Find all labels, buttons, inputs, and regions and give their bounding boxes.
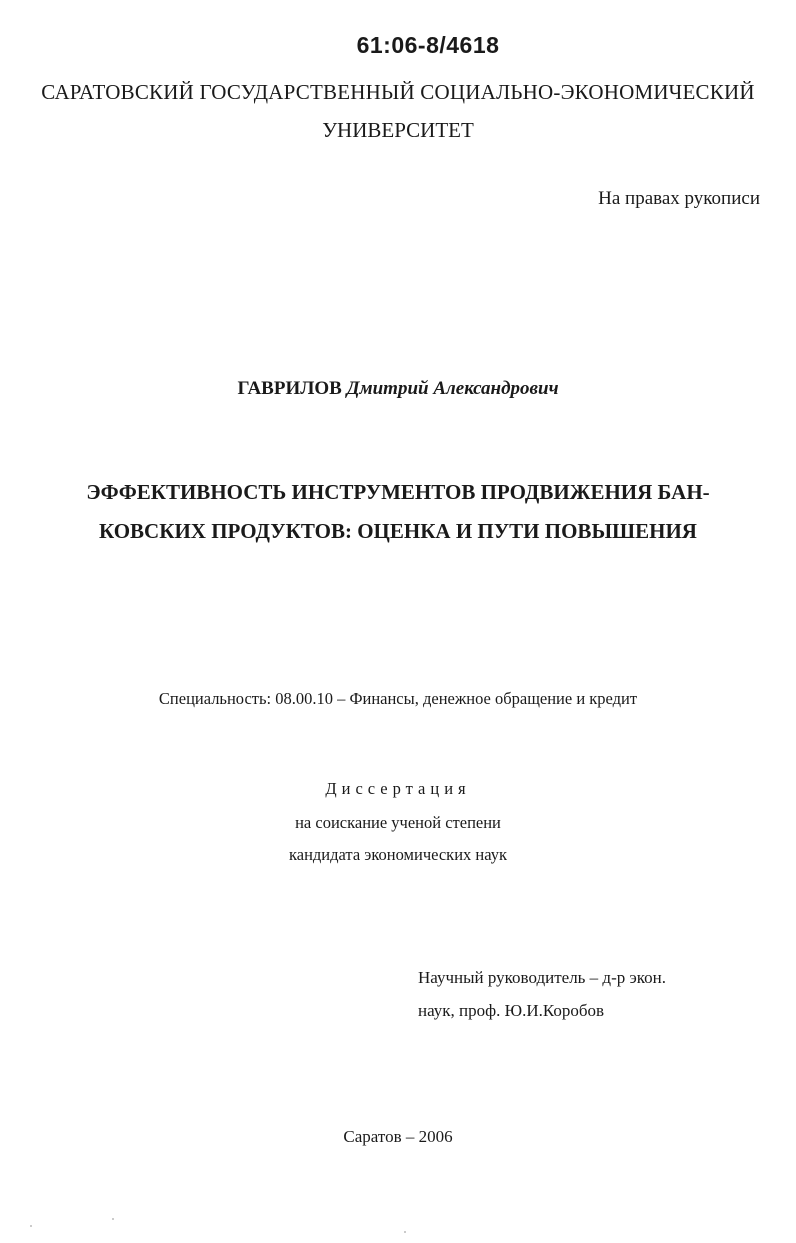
university-name-line1: САРАТОВСКИЙ ГОСУДАРСТВЕННЫЙ СОЦИАЛЬНО-ЭКОНОМИЧЕСКИЙ: [41, 80, 755, 104]
author-name: [0, 378, 796, 400]
degree-line2: кандидата экономических наук: [288, 845, 507, 864]
advisor-line2: наук, проф. Ю.И.Коробов: [418, 1001, 605, 1020]
specialty: Специальность: 08.00.10 – Финансы, денежное обращение и кредит: [158, 689, 638, 708]
author-surname: ГАВРИЛОВ: [237, 378, 342, 399]
advisor-line1: Научный руководитель – д-р экон.: [418, 968, 667, 987]
scan-speck: [30, 1225, 32, 1227]
dissertation-title-line2: КОВСКИХ ПРОДУКТОВ: ОЦЕНКА И ПУТИ ПОВЫШЕНИЯ: [99, 519, 697, 543]
scan-speck: [112, 1218, 114, 1220]
manuscript-note: На правах рукописи: [598, 188, 760, 209]
author-given-names: Дмитрий Александрович: [346, 378, 559, 399]
scan-speck: [404, 1231, 406, 1233]
dissertation-title-line1: ЭФФЕКТИВНОСТЬ ИНСТРУМЕНТОВ ПРОДВИЖЕНИЯ БАН-: [86, 480, 710, 504]
dissertation-label: Диссертация: [325, 779, 471, 798]
degree-line1: на соискание ученой степени: [295, 813, 501, 832]
city-year: Саратов – 2006: [343, 1127, 453, 1146]
university-name-line2: УНИВЕРСИТЕТ: [322, 118, 474, 142]
call-number: 61:06-8/4618: [356, 32, 500, 58]
